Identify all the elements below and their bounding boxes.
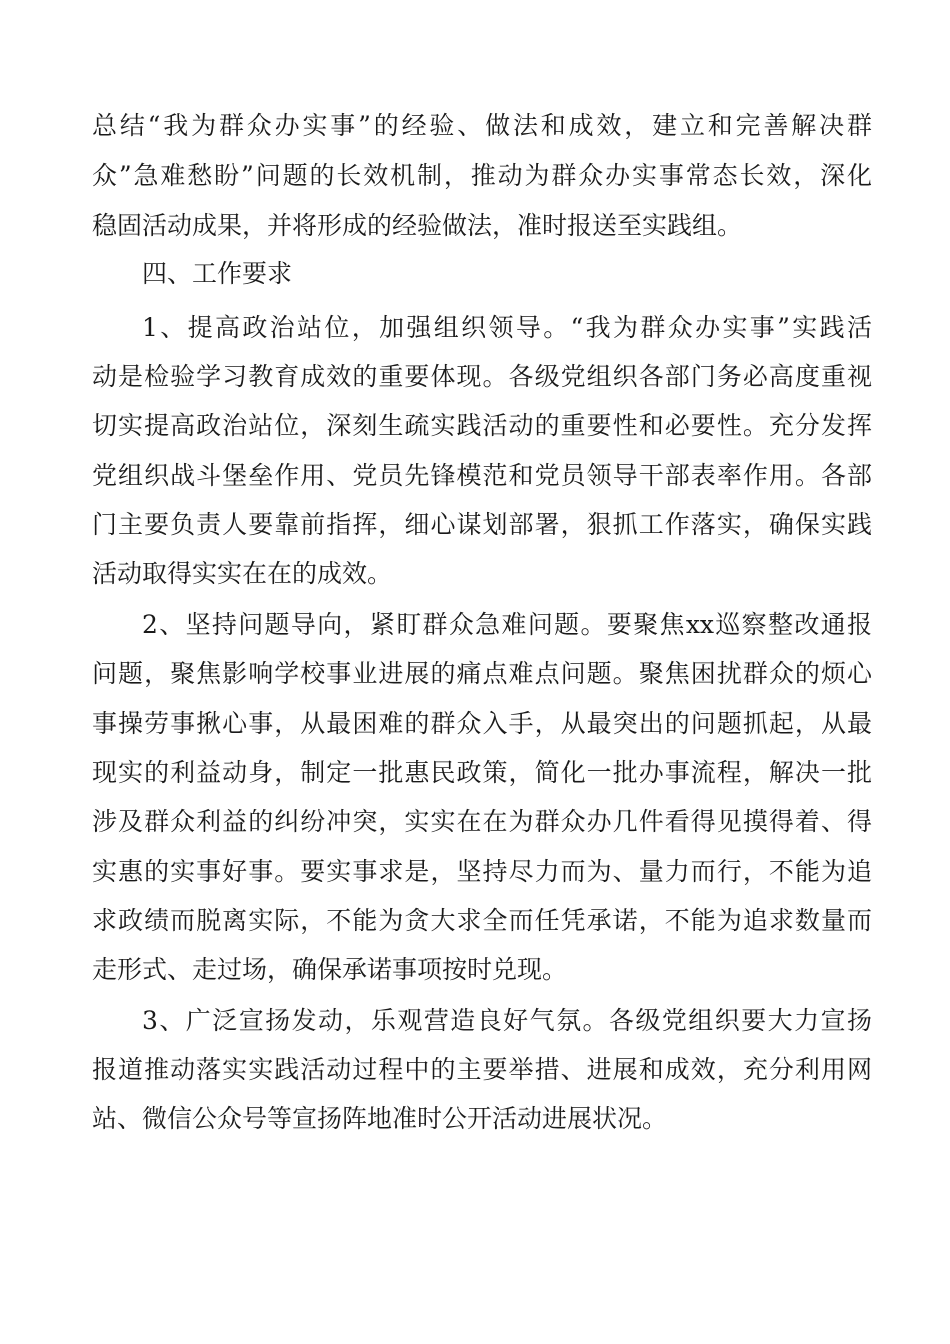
para3-line-1: 3、广泛宣扬发动，乐观营造良好气氛。各级党组织要大力宣扬 <box>142 1006 872 1035</box>
intro-line-2: 众”急难愁盼”问题的长效机制，推动为群众办实事常态长效，深化 <box>92 161 872 190</box>
para2-line-3: 事操劳事揪心事，从最困难的群众入手，从最突出的问题抓起，从最 <box>92 709 872 738</box>
section-heading: 四、工作要求 <box>142 259 293 288</box>
para1-line-6: 活动取得实实在在的成效。 <box>92 559 393 588</box>
para1-line-5: 门主要负责人要靠前指挥，细心谋划部署，狠抓工作落实，确保实践 <box>92 510 872 539</box>
para2-line-8: 走形式、走过场，确保承诺事项按时兑现。 <box>92 955 568 984</box>
para3-line-2: 报道推动落实实践活动过程中的主要举措、进展和成效，充分利用网 <box>92 1055 872 1084</box>
para2-line-6: 实惠的实事好事。要实事求是，坚持尽力而为、量力而行，不能为追 <box>92 857 872 886</box>
para1-line-1: 1、提高政治站位，加强组织领导。“我为群众办实事”实践活 <box>142 313 872 342</box>
para1-line-3: 切实提高政治站位，深刻生疏实践活动的重要性和必要性。充分发挥 <box>92 411 872 440</box>
para1-line-4: 党组织战斗堡垒作用、党员先锋模范和党员领导干部表率作用。各部 <box>92 461 872 490</box>
para3-line-3: 站、微信公众号等宣扬阵地准时公开活动进展状况。 <box>92 1104 668 1133</box>
intro-line-1: 总结“我为群众办实事”的经验、做法和成效，建立和完善解决群 <box>92 111 872 140</box>
para2-line-4: 现实的利益动身，制定一批惠民政策，简化一批办事流程，解决一批 <box>92 758 872 787</box>
intro-line-3: 稳固活动成果，并将形成的经验做法，准时报送至实践组。 <box>92 211 743 240</box>
para1-line-2: 动是检验学习教育成效的重要体现。各级党组织各部门务必高度重视 <box>92 362 872 391</box>
para2-line-7: 求政绩而脱离实际，不能为贪大求全而任凭承诺，不能为追求数量而 <box>92 906 872 935</box>
para2-line-5: 涉及群众利益的纠纷冲突，实实在在为群众办几件看得见摸得着、得 <box>92 807 872 836</box>
para2-line-1: 2、坚持问题导向，紧盯群众急难问题。要聚焦xx巡察整改通报 <box>142 610 872 639</box>
para2-line-2: 问题，聚焦影响学校事业进展的痛点难点问题。聚焦困扰群众的烦心 <box>92 659 872 688</box>
